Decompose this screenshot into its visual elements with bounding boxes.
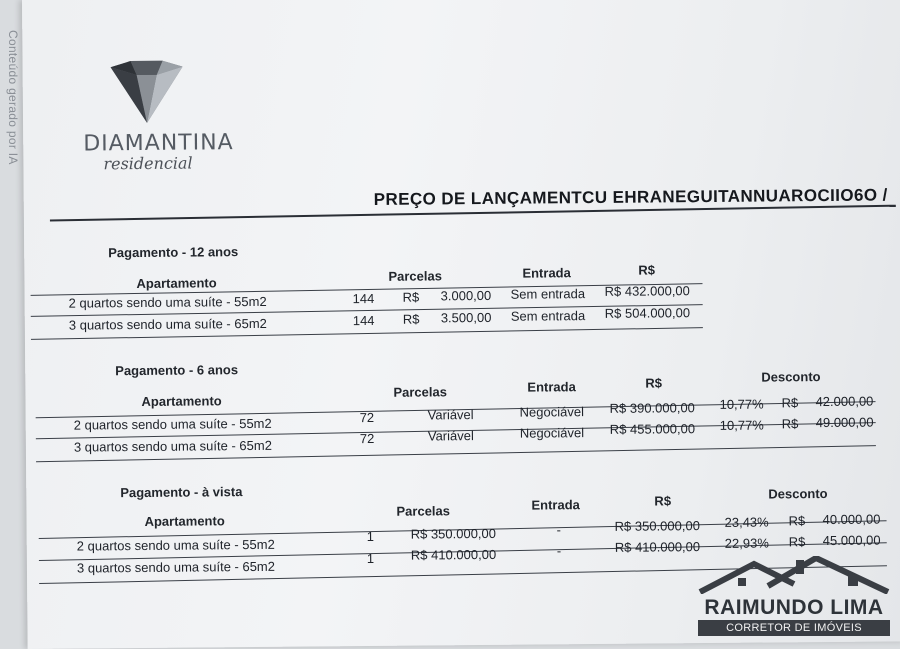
section-title: Pagamento - 6 anos [115, 362, 239, 379]
cell-desconto-valor: 49.000,00 [815, 414, 874, 431]
cell-currency: R$ [402, 289, 420, 305]
cell-apartamento: 2 quartos sendo uma suíte - 55m2 [73, 415, 272, 433]
cell-desconto-valor: 45.000,00 [822, 532, 881, 549]
cell-total: R$ 504.000,00 [604, 305, 691, 321]
cell-currency: R$ [788, 513, 806, 529]
header-apartamento: Apartamento [136, 275, 217, 292]
header-rs: R$ [638, 262, 656, 278]
agent-name: RAIMUNDO LIMA [704, 596, 884, 619]
cell-currency: R$ [788, 534, 806, 550]
cell-entrada: Negociável [519, 404, 585, 420]
page-title: PREÇO DE LANÇAMENTCU EHRANEGUITANNUAROCIIO6O / [373, 185, 888, 209]
cell-parcelas-qtd: 1 [366, 550, 375, 567]
cell-parcela-valor: Variável [427, 407, 474, 423]
cell-total: R$ 350.000,00 [614, 518, 700, 534]
header-rs: R$ [645, 375, 663, 391]
diamond-icon [101, 59, 194, 126]
cell-apartamento: 3 quartos sendo uma suíte - 65m2 [68, 315, 267, 333]
cell-desconto-pct: 10,77% [719, 396, 764, 412]
cell-apartamento: 2 quartos sendo uma suíte - 55m2 [68, 293, 267, 311]
brand-logo [83, 58, 234, 174]
header-desconto: Desconto [761, 369, 821, 385]
agent-logo [698, 556, 890, 636]
header-rs: R$ [654, 493, 672, 509]
house-roof-icon [698, 556, 890, 594]
cell-entrada: Sem entrada [510, 286, 586, 302]
cell-parcelas-qtd: 144 [352, 290, 375, 307]
cell-desconto-pct: 23,43% [724, 514, 769, 530]
cell-entrada: Negociável [519, 425, 585, 441]
cell-apartamento: 3 quartos sendo uma suíte - 65m2 [73, 437, 272, 455]
cell-entrada: - [556, 543, 562, 559]
cell-apartamento: 3 quartos sendo uma suíte - 65m2 [76, 558, 276, 576]
ai-watermark: Conteúdo gerado por IA [6, 30, 20, 165]
brand-subtitle: residencial [103, 153, 193, 174]
section-title: Pagamento - à vista [120, 484, 243, 501]
cell-total: R$ 455.000,00 [609, 421, 696, 437]
header-apartamento: Apartamento [141, 393, 222, 409]
cell-parcelas-qtd: 72 [359, 430, 375, 447]
cell-parcela-valor: R$ 350.000,00 [410, 525, 497, 542]
header-entrada: Entrada [522, 265, 571, 281]
cell-currency: R$ [781, 416, 799, 432]
brand-name: DIAMANTINA [83, 130, 234, 157]
section-title: Pagamento - 12 anos [108, 244, 239, 261]
cell-total: R$ 390.000,00 [609, 400, 695, 416]
price-sheet [22, 0, 900, 649]
cell-currency: R$ [402, 311, 420, 327]
header-parcelas: Parcelas [393, 384, 448, 400]
cell-total: R$ 410.000,00 [614, 539, 701, 555]
cell-entrada: Sem entrada [510, 308, 586, 324]
header-entrada: Entrada [527, 379, 576, 395]
cell-parcelas-qtd: 144 [352, 312, 375, 329]
header-apartamento: Apartamento [144, 513, 225, 529]
cell-apartamento: 2 quartos sendo uma suíte - 55m2 [76, 536, 275, 554]
cell-desconto-pct: 10,77% [719, 417, 764, 433]
header-entrada: Entrada [531, 497, 580, 513]
header-parcelas: Parcelas [396, 503, 451, 519]
agent-role: CORRETOR DE IMÓVEIS [698, 620, 890, 636]
cell-desconto-valor: 42.000,00 [815, 393, 874, 410]
header-desconto: Desconto [768, 485, 828, 502]
cell-currency: R$ [781, 395, 799, 411]
cell-desconto-valor: 40.000,00 [822, 511, 881, 528]
cell-parcela-valor: 3.000,00 [440, 287, 492, 304]
cell-parcela-valor: Variável [427, 428, 474, 444]
header-parcelas: Parcelas [388, 268, 442, 284]
cell-parcela-valor: 3.500,00 [440, 309, 492, 326]
cell-desconto-pct: 22,93% [724, 535, 769, 551]
cell-total: R$ 432.000,00 [604, 283, 690, 299]
cell-parcelas-qtd: 72 [359, 409, 375, 426]
cell-parcela-valor: R$ 410.000,00 [410, 546, 497, 563]
cell-entrada: - [556, 522, 562, 538]
cell-parcelas-qtd: 1 [366, 528, 374, 545]
